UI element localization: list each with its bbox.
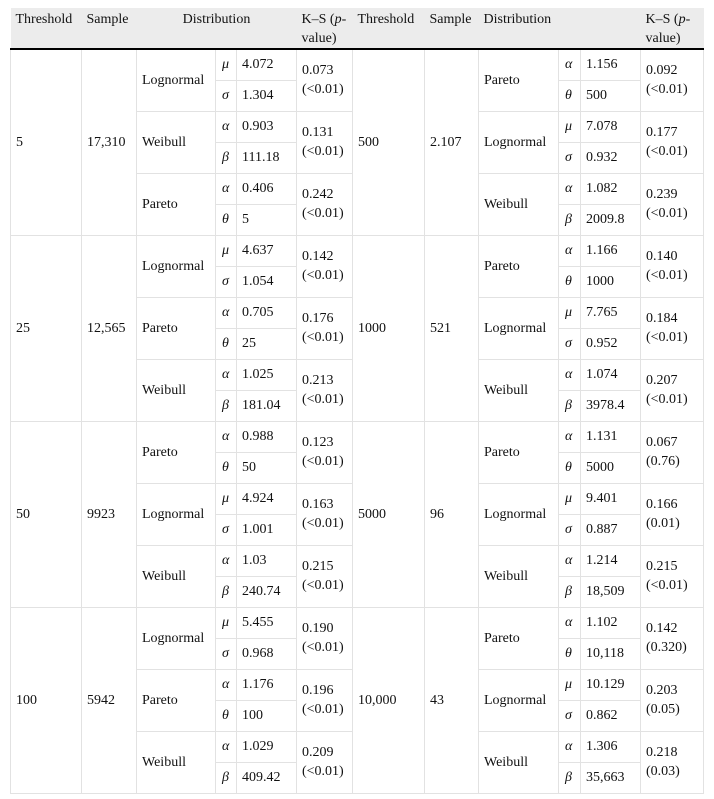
sample-cell-right: 96 <box>425 421 479 607</box>
parameter-symbol-left: α <box>216 297 237 328</box>
parameter-value-left: 409.42 <box>237 762 297 793</box>
threshold-cell-left: 25 <box>11 235 82 421</box>
parameter-symbol-right: α <box>559 545 581 576</box>
parameter-value-left: 5.455 <box>237 607 297 638</box>
sample-cell-left: 17,310 <box>82 49 137 235</box>
parameter-symbol-left: β <box>216 390 237 421</box>
distribution-name-left: Weibull <box>137 111 216 173</box>
sample-cell-left: 5942 <box>82 607 137 793</box>
parameter-value-left: 1.054 <box>237 266 297 297</box>
parameter-value-right: 0.887 <box>581 514 641 545</box>
parameter-symbol-right: α <box>559 359 581 390</box>
table-body <box>11 49 704 793</box>
distribution-name-right: Pareto <box>479 421 559 483</box>
ks-value-right: 0.215 (<0.01) <box>641 545 704 607</box>
table-row <box>11 235 704 266</box>
parameter-symbol-right: α <box>559 173 581 204</box>
parameter-value-right: 1000 <box>581 266 641 297</box>
parameter-symbol-left: α <box>216 421 237 452</box>
parameter-value-right: 1.214 <box>581 545 641 576</box>
parameter-value-right: 3978.4 <box>581 390 641 421</box>
distribution-name-right: Weibull <box>479 731 559 793</box>
distribution-name-right: Lognormal <box>479 111 559 173</box>
parameter-value-left: 0.406 <box>237 173 297 204</box>
ks-value-right: 0.177 (<0.01) <box>641 111 704 173</box>
table-row <box>11 607 704 638</box>
distribution-name-left: Weibull <box>137 731 216 793</box>
parameter-symbol-right: μ <box>559 111 581 142</box>
parameter-symbol-left: θ <box>216 452 237 483</box>
distribution-name-left: Pareto <box>137 421 216 483</box>
parameter-value-right: 1.131 <box>581 421 641 452</box>
parameter-symbol-right: μ <box>559 669 581 700</box>
parameter-value-right: 35,663 <box>581 762 641 793</box>
parameter-symbol-right: σ <box>559 328 581 359</box>
parameter-value-left: 100 <box>237 700 297 731</box>
sample-cell-left: 12,565 <box>82 235 137 421</box>
parameter-symbol-left: μ <box>216 49 237 80</box>
distribution-name-right: Lognormal <box>479 297 559 359</box>
parameter-symbol-left: σ <box>216 266 237 297</box>
parameter-value-left: 1.025 <box>237 359 297 390</box>
parameter-value-right: 1.166 <box>581 235 641 266</box>
distribution-name-right: Lognormal <box>479 483 559 545</box>
parameter-symbol-right: α <box>559 235 581 266</box>
ks-value-left: 0.215 (<0.01) <box>297 545 353 607</box>
distribution-name-right: Weibull <box>479 359 559 421</box>
parameter-value-right: 1.102 <box>581 607 641 638</box>
ks-value-left: 0.142 (<0.01) <box>297 235 353 297</box>
parameter-value-right: 2009.8 <box>581 204 641 235</box>
distribution-name-left: Pareto <box>137 669 216 731</box>
parameter-symbol-right: θ <box>559 80 581 111</box>
parameter-symbol-left: α <box>216 173 237 204</box>
parameter-symbol-right: σ <box>559 142 581 173</box>
header-distribution-right: Distribution <box>479 8 641 49</box>
ks-value-left: 0.176 (<0.01) <box>297 297 353 359</box>
parameter-symbol-right: θ <box>559 638 581 669</box>
parameter-value-right: 18,509 <box>581 576 641 607</box>
ks-value-right: 0.218 (0.03) <box>641 731 704 793</box>
parameter-symbol-right: β <box>559 762 581 793</box>
parameter-symbol-left: α <box>216 669 237 700</box>
parameter-value-left: 50 <box>237 452 297 483</box>
distribution-name-right: Lognormal <box>479 669 559 731</box>
distribution-name-left: Lognormal <box>137 235 216 297</box>
sample-cell-right: 2.107 <box>425 49 479 235</box>
parameter-symbol-left: θ <box>216 700 237 731</box>
threshold-cell-right: 5000 <box>353 421 425 607</box>
ks-value-right: 0.184 (<0.01) <box>641 297 704 359</box>
parameter-symbol-left: α <box>216 359 237 390</box>
ks-value-right: 0.239 (<0.01) <box>641 173 704 235</box>
ks-value-left: 0.163 (<0.01) <box>297 483 353 545</box>
parameter-symbol-right: α <box>559 49 581 80</box>
header-sample-right: Sample <box>425 8 479 49</box>
distribution-name-left: Weibull <box>137 359 216 421</box>
table-row <box>11 421 704 452</box>
parameter-symbol-left: β <box>216 762 237 793</box>
distribution-name-left: Pareto <box>137 297 216 359</box>
ks-value-left: 0.123 (<0.01) <box>297 421 353 483</box>
ks-value-left: 0.196 (<0.01) <box>297 669 353 731</box>
parameter-symbol-right: β <box>559 390 581 421</box>
ks-value-left: 0.073 (<0.01) <box>297 49 353 111</box>
header-threshold-right: Threshold <box>353 8 425 49</box>
parameter-value-left: 1.03 <box>237 545 297 576</box>
ks-value-right: 0.207 (<0.01) <box>641 359 704 421</box>
threshold-cell-right: 1000 <box>353 235 425 421</box>
parameter-value-left: 4.924 <box>237 483 297 514</box>
parameter-symbol-left: α <box>216 545 237 576</box>
parameter-symbol-right: α <box>559 421 581 452</box>
ks-value-left: 0.209 (<0.01) <box>297 731 353 793</box>
threshold-cell-left: 100 <box>11 607 82 793</box>
distribution-name-right: Pareto <box>479 49 559 111</box>
parameter-symbol-left: θ <box>216 204 237 235</box>
parameter-symbol-right: μ <box>559 297 581 328</box>
parameter-value-right: 1.074 <box>581 359 641 390</box>
table-row <box>11 49 704 80</box>
parameter-value-right: 0.932 <box>581 142 641 173</box>
parameter-value-left: 1.176 <box>237 669 297 700</box>
ks-value-right: 0.092 (<0.01) <box>641 49 704 111</box>
parameter-symbol-left: α <box>216 731 237 762</box>
parameter-symbol-left: μ <box>216 235 237 266</box>
header-row <box>11 8 704 49</box>
parameter-symbol-right: β <box>559 204 581 235</box>
ks-value-right: 0.166 (0.01) <box>641 483 704 545</box>
header-distribution-left: Distribution <box>137 8 297 49</box>
parameter-value-right: 5000 <box>581 452 641 483</box>
parameter-symbol-left: α <box>216 111 237 142</box>
distribution-name-left: Pareto <box>137 173 216 235</box>
threshold-cell-left: 5 <box>11 49 82 235</box>
parameter-value-left: 25 <box>237 328 297 359</box>
parameter-symbol-right: θ <box>559 452 581 483</box>
header-ks-left: K–S (p-value) <box>297 8 353 49</box>
ks-value-right: 0.140 (<0.01) <box>641 235 704 297</box>
parameter-value-left: 181.04 <box>237 390 297 421</box>
sample-cell-right: 521 <box>425 235 479 421</box>
parameter-value-left: 1.304 <box>237 80 297 111</box>
header-ks-right: K–S (p-value) <box>641 8 704 49</box>
parameter-symbol-left: θ <box>216 328 237 359</box>
parameter-value-left: 4.072 <box>237 49 297 80</box>
parameter-value-right: 500 <box>581 80 641 111</box>
parameter-value-left: 1.029 <box>237 731 297 762</box>
parameter-value-right: 1.082 <box>581 173 641 204</box>
sample-cell-right: 43 <box>425 607 479 793</box>
parameter-value-right: 0.862 <box>581 700 641 731</box>
parameter-value-right: 1.156 <box>581 49 641 80</box>
threshold-cell-left: 50 <box>11 421 82 607</box>
parameter-value-left: 0.903 <box>237 111 297 142</box>
header-sample-left: Sample <box>82 8 137 49</box>
parameter-value-left: 0.968 <box>237 638 297 669</box>
parameter-value-right: 0.952 <box>581 328 641 359</box>
ks-value-right: 0.067 (0.76) <box>641 421 704 483</box>
parameter-value-left: 111.18 <box>237 142 297 173</box>
parameter-value-left: 4.637 <box>237 235 297 266</box>
parameter-value-left: 0.988 <box>237 421 297 452</box>
parameter-value-right: 10.129 <box>581 669 641 700</box>
parameter-symbol-left: μ <box>216 483 237 514</box>
distribution-name-left: Lognormal <box>137 49 216 111</box>
parameter-symbol-right: μ <box>559 483 581 514</box>
distribution-name-right: Weibull <box>479 545 559 607</box>
ks-value-left: 0.190 (<0.01) <box>297 607 353 669</box>
parameter-value-right: 7.078 <box>581 111 641 142</box>
parameter-symbol-left: β <box>216 576 237 607</box>
distribution-name-left: Weibull <box>137 545 216 607</box>
ks-value-left: 0.242 (<0.01) <box>297 173 353 235</box>
parameter-symbol-right: α <box>559 607 581 638</box>
parameter-value-right: 1.306 <box>581 731 641 762</box>
distribution-name-right: Pareto <box>479 607 559 669</box>
parameter-symbol-left: σ <box>216 80 237 111</box>
parameter-symbol-left: β <box>216 142 237 173</box>
parameter-value-left: 240.74 <box>237 576 297 607</box>
distribution-name-right: Weibull <box>479 173 559 235</box>
parameter-value-right: 9.401 <box>581 483 641 514</box>
parameter-value-left: 1.001 <box>237 514 297 545</box>
parameter-value-left: 0.705 <box>237 297 297 328</box>
sample-cell-left: 9923 <box>82 421 137 607</box>
parameter-symbol-right: β <box>559 576 581 607</box>
distribution-fit-table <box>10 8 704 794</box>
threshold-cell-right: 500 <box>353 49 425 235</box>
ks-value-left: 0.213 (<0.01) <box>297 359 353 421</box>
parameter-value-left: 5 <box>237 204 297 235</box>
ks-value-right: 0.142 (0.320) <box>641 607 704 669</box>
ks-value-left: 0.131 (<0.01) <box>297 111 353 173</box>
parameter-symbol-right: θ <box>559 266 581 297</box>
parameter-symbol-right: σ <box>559 514 581 545</box>
ks-value-right: 0.203 (0.05) <box>641 669 704 731</box>
distribution-name-left: Lognormal <box>137 607 216 669</box>
parameter-symbol-left: σ <box>216 514 237 545</box>
distribution-name-left: Lognormal <box>137 483 216 545</box>
header-threshold-left: Threshold <box>11 8 82 49</box>
parameter-symbol-left: μ <box>216 607 237 638</box>
parameter-symbol-left: σ <box>216 638 237 669</box>
parameter-symbol-right: σ <box>559 700 581 731</box>
distribution-name-right: Pareto <box>479 235 559 297</box>
parameter-value-right: 7.765 <box>581 297 641 328</box>
parameter-value-right: 10,118 <box>581 638 641 669</box>
threshold-cell-right: 10,000 <box>353 607 425 793</box>
parameter-symbol-right: α <box>559 731 581 762</box>
